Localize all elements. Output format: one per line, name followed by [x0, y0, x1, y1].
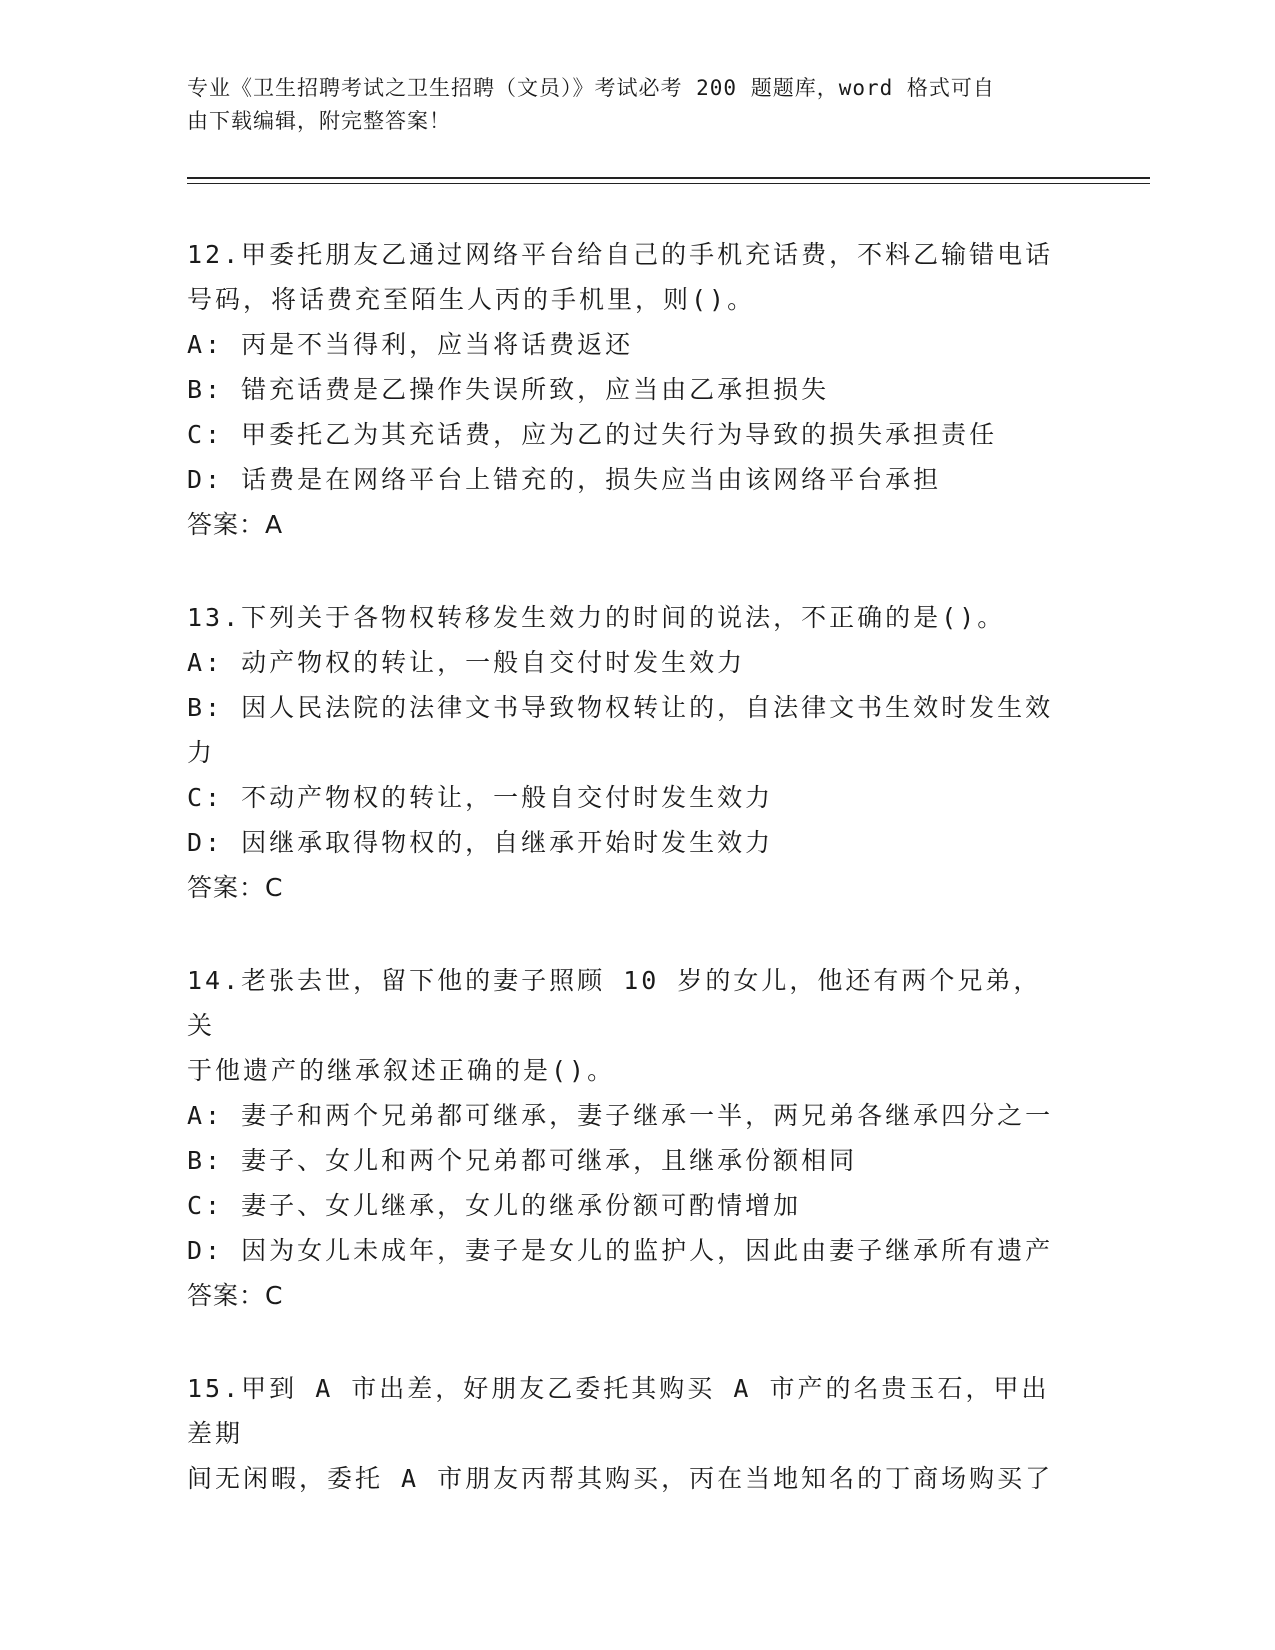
option-d: D: 话费是在网络平台上错充的，损失应当由该网络平台承担: [187, 465, 942, 494]
option-b: B: 因人民法院的法律文书导致物权转让的，自法律文书生效时发生效: [187, 693, 1054, 722]
question-stem: 13.下列关于各物权转移发生效力的时间的说法，不正确的是()。: [187, 603, 1006, 632]
option-a: A: 妻子和两个兄弟都可继承，妻子继承一半，两兄弟各继承四分之一: [187, 1101, 1054, 1130]
question-13: [187, 595, 1067, 910]
option-b-continued: 力: [187, 738, 216, 767]
header-line-1: 专业《卫生招聘考试之卫生招聘（文员）》考试必考 200 题题库，word 格式可自: [187, 76, 995, 100]
option-d: D: 因继承取得物权的，自继承开始时发生效力: [187, 828, 774, 857]
question-stem-continued: 号码，将话费充至陌生人丙的手机里，则()。: [187, 285, 756, 314]
header-divider-thick: [187, 177, 1150, 179]
question-stem-continued: 于他遗产的继承叙述正确的是()。: [187, 1056, 616, 1085]
option-c: C: 妻子、女儿继承，女儿的继承份额可酌情增加: [187, 1191, 802, 1220]
option-a: A: 动产物权的转让，一般自交付时发生效力: [187, 648, 746, 677]
option-c: C: 不动产物权的转让，一般自交付时发生效力: [187, 783, 774, 812]
answer-line: 答案：C: [187, 873, 284, 902]
header-divider-thin: [187, 183, 1150, 184]
question-stem: 14.老张去世，留下他的妻子照顾 10 岁的女儿，他还有两个兄弟，关: [187, 966, 1042, 1040]
question-15: [187, 1366, 1067, 1501]
question-12: [187, 232, 1067, 547]
header-line-2: 由下载编辑，附完整答案！: [187, 109, 451, 133]
question-stem: 12.甲委托朋友乙通过网络平台给自己的手机充话费，不料乙输错电话: [187, 240, 1054, 269]
option-d: D: 因为女儿未成年，妻子是女儿的监护人，因此由妻子继承所有遗产: [187, 1236, 1054, 1265]
question-stem-continued: 间无闲暇，委托 A 市朋友丙帮其购买，丙在当地知名的丁商场购买了: [187, 1464, 1054, 1493]
option-b: B: 错充话费是乙操作失误所致，应当由乙承担损失: [187, 375, 830, 404]
answer-line: 答案：A: [187, 510, 284, 539]
document-header: [187, 72, 1067, 138]
question-stem: 15.甲到 A 市出差，好朋友乙委托其购买 A 市产的名贵玉石，甲出差期: [187, 1374, 1050, 1448]
option-c: C: 甲委托乙为其充话费，应为乙的过失行为导致的损失承担责任: [187, 420, 998, 449]
question-list: [187, 232, 1067, 1549]
answer-line: 答案：C: [187, 1281, 284, 1310]
question-14: [187, 958, 1067, 1318]
option-b: B: 妻子、女儿和两个兄弟都可继承，且继承份额相同: [187, 1146, 858, 1175]
option-a: A: 丙是不当得利，应当将话费返还: [187, 330, 634, 359]
